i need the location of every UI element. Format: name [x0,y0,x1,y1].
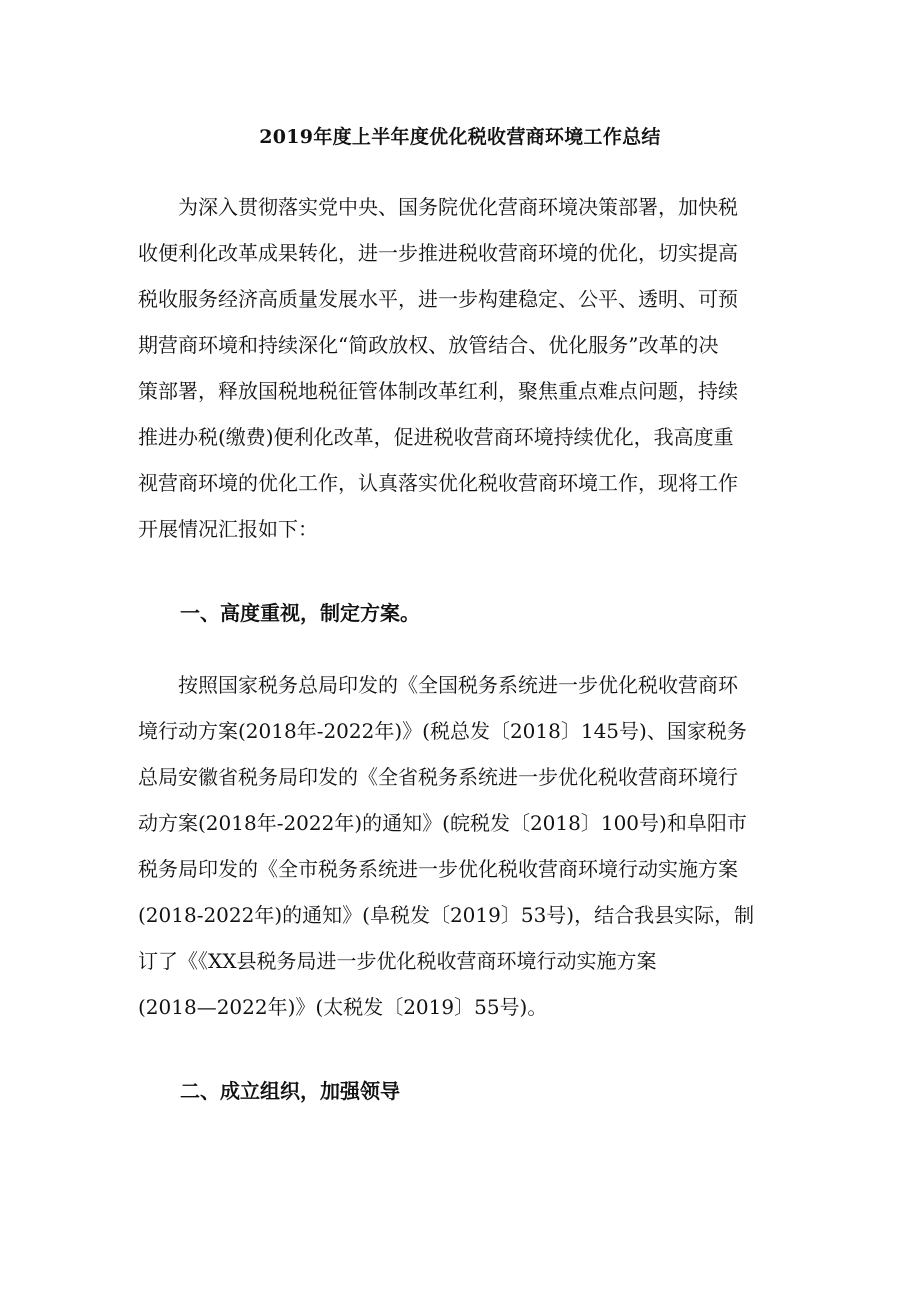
paragraph-line: 总局安徽省税务局印发的《全省税务系统进一步优化税收营商环境行 [138,765,738,789]
intro-line: 开展情况汇报如下： [138,517,318,541]
intro-line: 策部署，释放国税地税征管体制改革红利，聚焦重点难点问题，持续 [138,379,738,403]
section-heading-2: 二、成立组织，加强领导 [180,1079,400,1103]
intro-line: 收便利化改革成果转化，进一步推进税收营商环境的优化，切实提高 [138,241,738,265]
intro-paragraph [138,184,784,552]
paragraph-line: 按照国家税务总局印发的《全国税务系统进一步优化税收营商环 [178,673,738,697]
intro-line: 推进办税(缴费)便利化改革，促进税收营商环境持续优化，我高度重 [138,425,734,449]
paragraph-line: (2018-2022年)的通知》(阜税发〔2019〕53号)，结合我县实际，制 [138,903,755,927]
paragraph-line: 境行动方案(2018年-2022年)》(税总发〔2018〕145号)、国家税务 [138,719,747,743]
intro-line: 税收服务经济高质量发展水平，进一步构建稳定、公平、透明、可预 [138,287,738,311]
paragraph-line: 订了《《XX县税务局进一步优化税收营商环境行动实施方案 [138,949,657,973]
intro-line: 视营商环境的优化工作，认真落实优化税收营商环境工作，现将工作 [138,471,738,495]
intro-line: 期营商环境和持续深化“简政放权、放管结合、优化服务”改革的决 [138,333,719,357]
document-title: 2019年度上半年度优化税收营商环境工作总结 [259,126,661,148]
paragraph-line: 税务局印发的《全市税务系统进一步优化税收营商环境行动实施方案 [138,857,738,881]
paragraph-line: 动方案(2018年-2022年)的通知》(皖税发〔2018〕100号)和阜阳市 [138,811,747,835]
intro-line: 为深入贯彻落实党中央、国务院优化营商环境决策部署，加快税 [178,195,738,219]
section-heading-1: 一、高度重视，制定方案。 [180,601,420,625]
paragraph-line: (2018—2022年)》(太税发〔2019〕55号)。 [138,995,548,1019]
section-1-paragraph [138,662,784,1030]
